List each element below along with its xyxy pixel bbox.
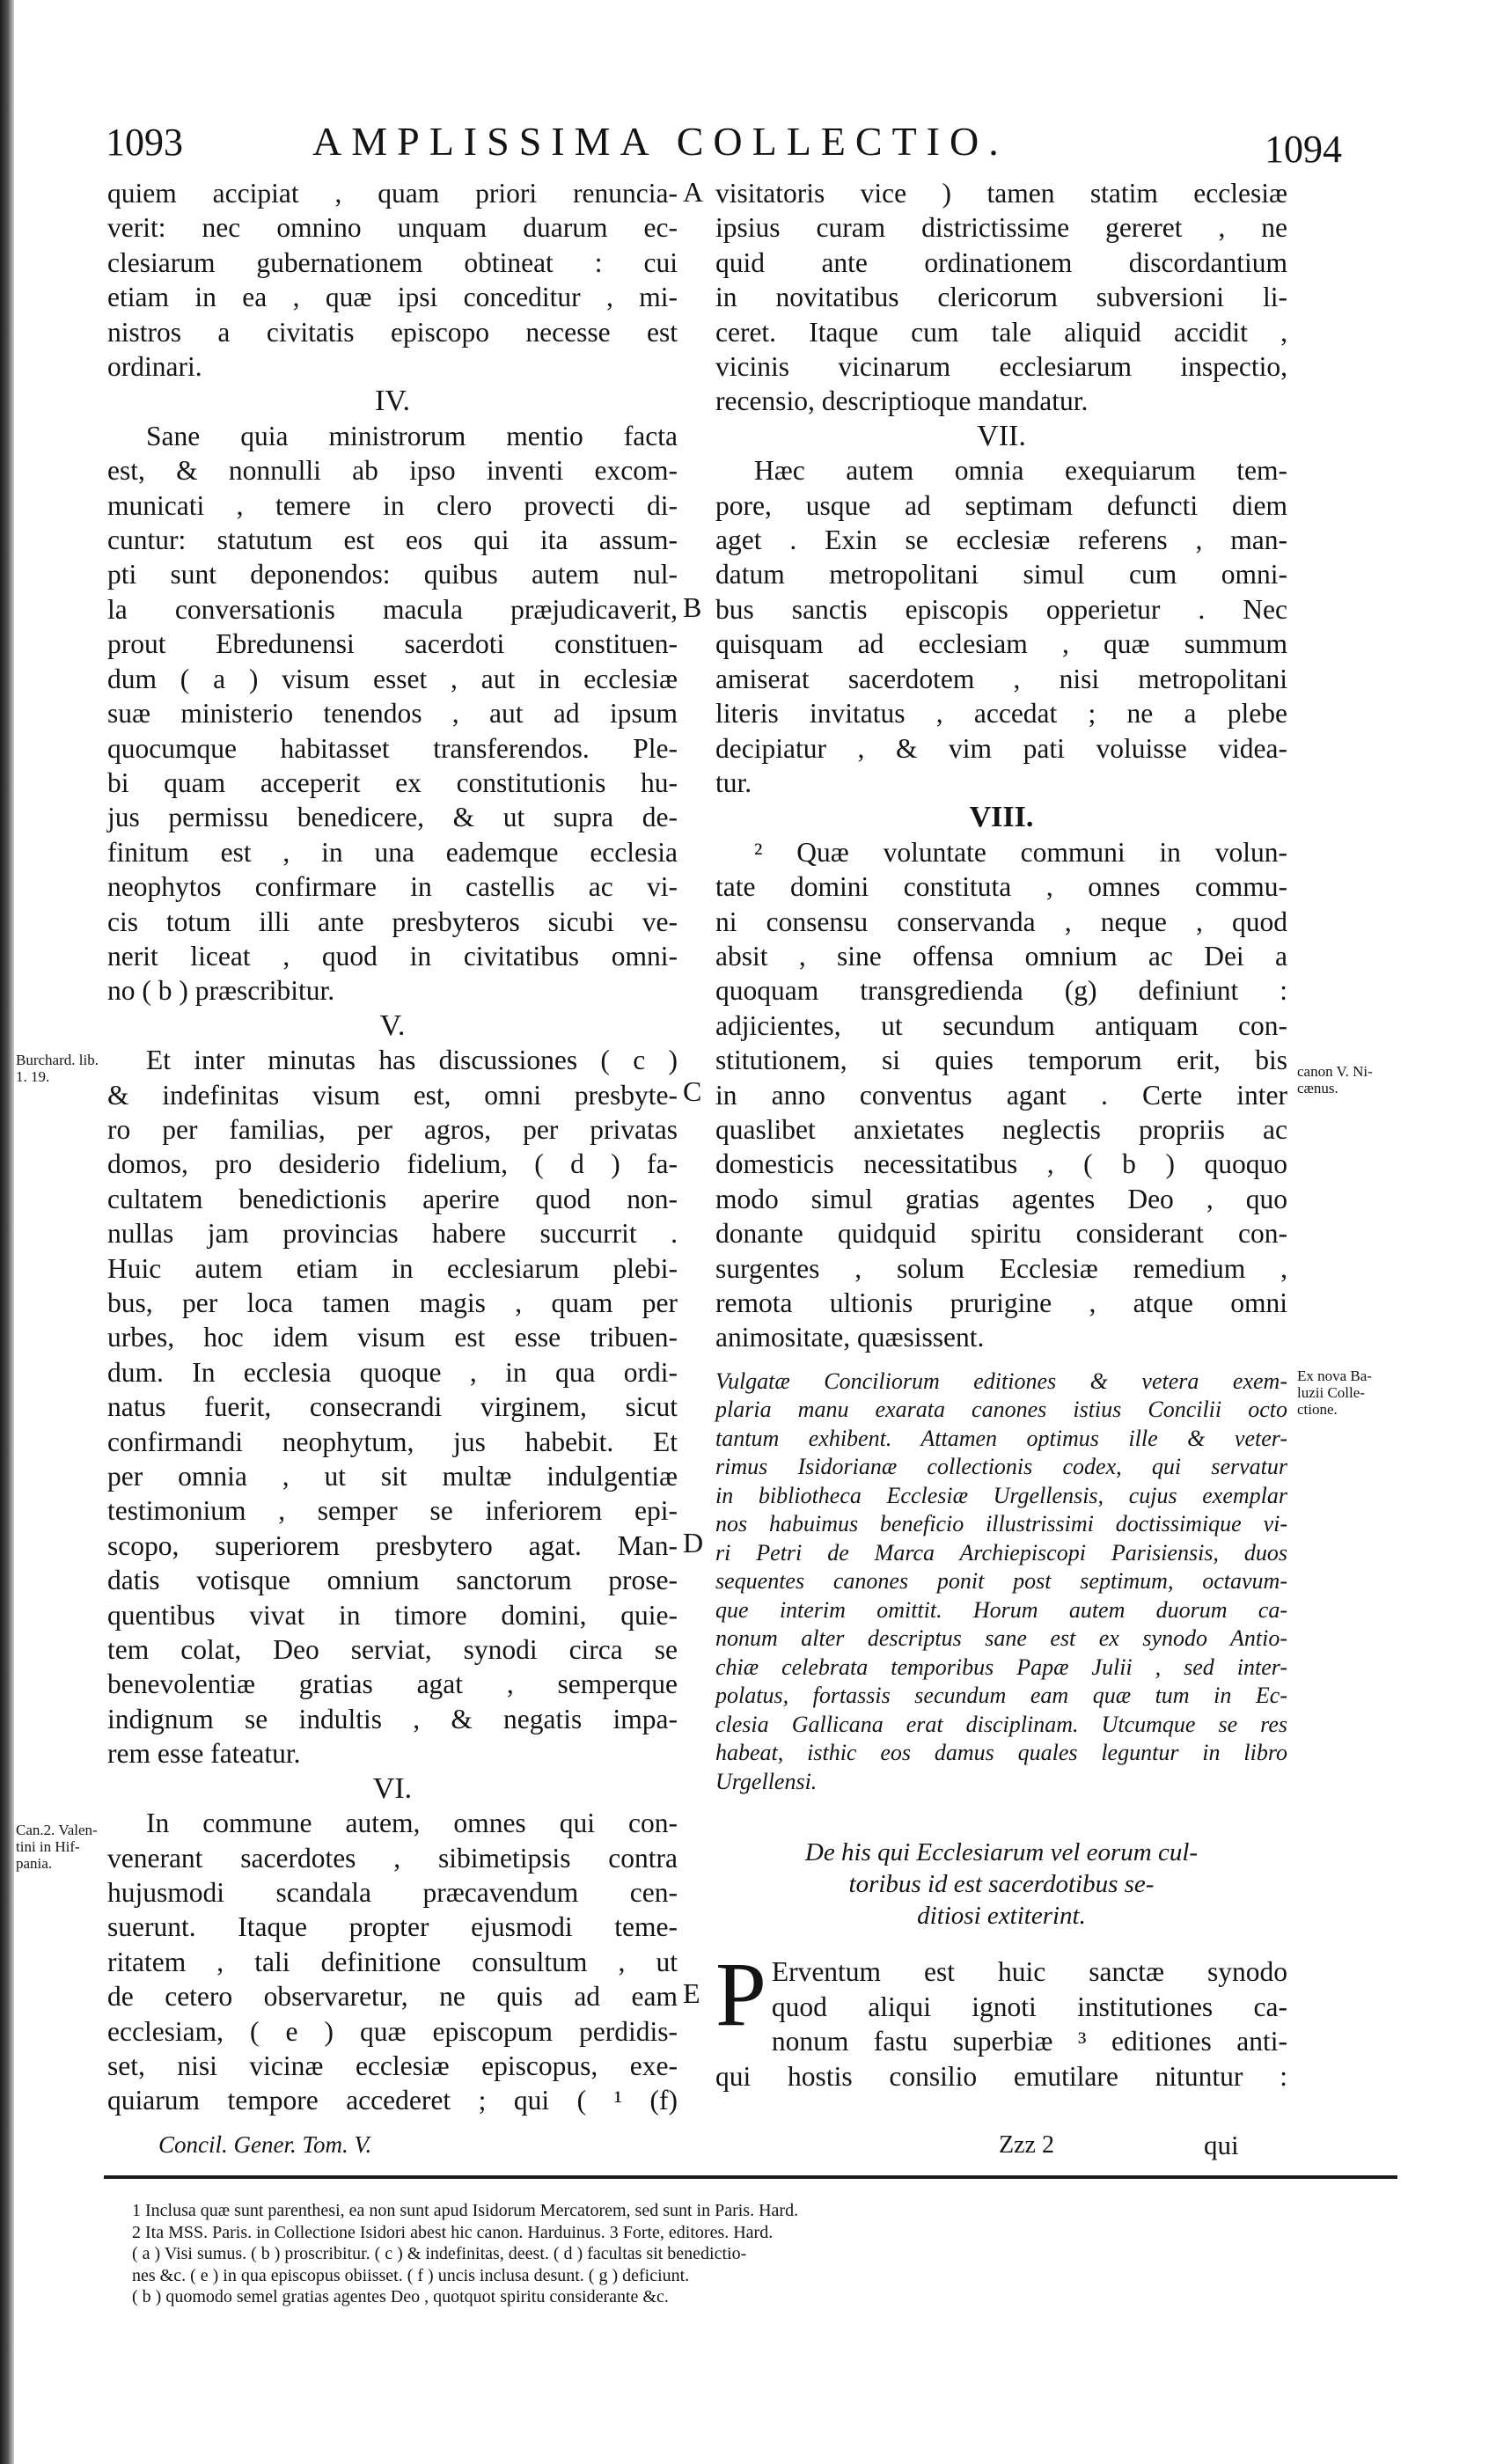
note-line: nos habuimus beneficio illustrissimi doctissimique vi- bbox=[715, 1511, 1287, 1537]
text-line: Et inter minutas has discussiones ( c ) bbox=[146, 1045, 678, 1076]
text-line: ecclesiam, ( e ) quæ episcopum perdidis- bbox=[107, 2015, 678, 2047]
margin-note-ex-nova: Ex nova Ba- luzii Colle- ctione. bbox=[1297, 1368, 1372, 1418]
note-line: in bibliotheca Ecclesiæ Urgellensis, cujus exemplar bbox=[715, 1482, 1287, 1508]
margin-letter-b: B bbox=[683, 591, 702, 623]
text-line: quiem accipiat , quam priori renuncia- bbox=[107, 178, 678, 209]
margin-note-burchard: Burchard. lib. 1. 19. bbox=[16, 1052, 99, 1085]
text-line: ipsius curam districtissime gereret , ne bbox=[715, 212, 1287, 244]
note-line: habeat, isthic eos damus quales leguntur in libro bbox=[715, 1740, 1287, 1766]
text-line: remota ultionis prurigine , atque omni bbox=[715, 1287, 1287, 1318]
text-line: natus fuerit, consecrandi virginem, sicut bbox=[107, 1391, 678, 1423]
right-text-column bbox=[715, 176, 1287, 2094]
text-line: in anno conventus agant . Certe inter bbox=[715, 1079, 1287, 1111]
footnote-line: ( a ) Visi sumus. ( b ) proscribitur. ( c ) & indefinitas, deest. ( d ) facultas sit benedictio- bbox=[132, 2244, 747, 2263]
margin-letter-e: E bbox=[683, 1977, 700, 2009]
text-line: surgentes , solum Ecclesiæ remedium , bbox=[715, 1252, 1287, 1284]
text-line: nerit liceat , quod in civitatibus omni- bbox=[107, 940, 678, 972]
text-line: neophytos confirmare in castellis ac vi- bbox=[107, 871, 678, 903]
note-line: sequentes canones ponit post septimum, octavum- bbox=[715, 1568, 1287, 1595]
text-line: ritatem , tali definitione consultum , ut bbox=[107, 1946, 678, 1977]
text-line: aget . Exin se ecclesiæ referens , man- bbox=[715, 524, 1287, 556]
text-line: pore, usque ad septimam defuncti diem bbox=[715, 489, 1287, 521]
footnote-line: ( b ) quomodo semel gratias agentes Deo , quotquot spiritu considerante &c. bbox=[132, 2287, 669, 2306]
text-line: ordinari. bbox=[107, 351, 202, 383]
text-line: donante quidquid spiritu considerant con- bbox=[715, 1218, 1287, 1250]
text-line: urbes, hoc idem visum est esse tribuen- bbox=[107, 1322, 678, 1353]
note-line: nonum alter descriptus sane est ex synodo Antio- bbox=[715, 1625, 1287, 1652]
text-line: recensio, descriptioque mandatur. bbox=[715, 385, 1089, 417]
note-line: que interim omittit. Horum autem duorum ca- bbox=[715, 1596, 1287, 1623]
text-line: domos, pro desiderio fidelium, ( d ) fa- bbox=[107, 1148, 678, 1180]
text-line: quentibus vivat in timore domini, quie- bbox=[107, 1599, 678, 1631]
text-line: in novitatibus clericorum subversioni li- bbox=[715, 282, 1287, 313]
section-title bbox=[715, 1837, 1287, 1932]
text-line: prout Ebredunensi sacerdoti constituen- bbox=[107, 628, 678, 660]
text-line: decipiatur , & vim pati voluisse videa- bbox=[715, 732, 1287, 764]
text-line: absit , sine offensa omnium ac Dei a bbox=[715, 940, 1287, 972]
text-line: adjicientes, ut secundum antiquam con- bbox=[715, 1009, 1287, 1041]
note-line: chiæ celebrata temporibus Papæ Julii , sed inter- bbox=[715, 1654, 1287, 1680]
text-line: dum. In ecclesia quoque , in qua ordi- bbox=[107, 1356, 678, 1388]
text-line: set, nisi vicinæ ecclesiæ episcopus, exe- bbox=[107, 2050, 678, 2081]
text-line: ² Quæ voluntate communi in volun- bbox=[754, 836, 1287, 868]
text-line: testimonium , semper se inferiorem epi- bbox=[107, 1495, 678, 1527]
margin-letter-a: A bbox=[683, 176, 704, 208]
note-line: polatus, fortassis secundum eam quæ tum in Ec- bbox=[715, 1683, 1287, 1709]
note-line: rimus Isidorianæ collectionis codex, qui servatur bbox=[715, 1454, 1287, 1480]
text-line: literis invitatus , accedat ; ne a plebe bbox=[715, 698, 1287, 730]
text-line: ceret. Itaque cum tale aliquid accidit , bbox=[715, 316, 1287, 348]
text-line: etiam in ea , quæ ipsi conceditur , mi- bbox=[107, 282, 678, 313]
text-line: suerunt. Itaque propter ejusmodi teme- bbox=[107, 1911, 678, 1943]
note-line: clesia Gallicana erat disciplinam. Utcumque se res bbox=[715, 1711, 1287, 1737]
text-line: confirmandi neophytum, jus habebit. Et bbox=[107, 1426, 678, 1457]
footnote-rule bbox=[104, 2175, 1397, 2179]
text-line: venerant sacerdotes , sibimetipsis contra bbox=[107, 1842, 678, 1874]
editorial-note bbox=[715, 1368, 1287, 1797]
running-title: AMPLISSIMA COLLECTIO. bbox=[312, 119, 1008, 164]
text-line: finitum est , in una eademque ecclesia bbox=[107, 836, 678, 868]
text-line: quisquam ad ecclesiam , quæ summum bbox=[715, 628, 1287, 660]
text-line: est, & nonnulli ab ipso inventi excom- bbox=[107, 455, 678, 487]
text-line: cuntur: statutum est eos qui ita assum- bbox=[107, 524, 678, 556]
footnote-line: nes &c. ( e ) in qua episcopus obiisset. ( f ) uncis inclusa desunt. ( g ) deficiunt. bbox=[132, 2265, 690, 2285]
footnotes bbox=[132, 2200, 1267, 2308]
text-line: nullas jam provincias habere succurrit . bbox=[107, 1218, 678, 1250]
text-line: In commune autem, omnes qui con- bbox=[146, 1808, 678, 1839]
text-line: datum metropolitani simul cum omni- bbox=[715, 559, 1287, 590]
text-line: tur. bbox=[715, 766, 752, 798]
text-line: scopo, superiorem presbytero agat. Man- bbox=[107, 1529, 678, 1561]
title-line: toribus id est sacerdotibus se- bbox=[848, 1870, 1155, 1899]
left-text-column bbox=[107, 176, 678, 2118]
text-line: tate domini constituta , omnes commu- bbox=[715, 871, 1287, 903]
text-line: municati , temere in clero provecti di- bbox=[107, 489, 678, 521]
footnote-line: 1 Inclusa quæ sunt parenthesi, ea non sunt apud Isidorum Mercatorem, sed sunt in Paris. Hard. bbox=[132, 2201, 799, 2220]
right-page-number: 1094 bbox=[1265, 128, 1342, 171]
text-line: nonum fastu superbiæ ³ editiones anti- bbox=[771, 2026, 1287, 2057]
text-line: tem colat, Deo serviat, synodi circa se bbox=[107, 1634, 678, 1666]
text-line: ro per familias, per agros, per privatas bbox=[107, 1113, 678, 1145]
final-paragraph bbox=[715, 1944, 1287, 2094]
title-line: De his qui Ecclesiarum vel eorum cul- bbox=[804, 1838, 1199, 1867]
text-line: benevolentiæ gratias agat , semperque bbox=[107, 1668, 678, 1700]
margin-letter-d: D bbox=[683, 1527, 704, 1558]
margin-note-canon-niceni: canon V. Ni- cænus. bbox=[1297, 1063, 1373, 1096]
footnote-line: 2 Ita MSS. Paris. in Collectione Isidori abest hic canon. Harduinus. 3 Forte, editores. Hard. bbox=[132, 2222, 774, 2242]
text-line: verit: nec omnino unquam duarum ec- bbox=[107, 212, 678, 244]
text-line: ni consensu conservanda , neque , quod bbox=[715, 906, 1287, 937]
drop-capital: P bbox=[715, 1944, 766, 2046]
canon-number: VIII. bbox=[969, 801, 1034, 834]
text-line: clesiarum gubernationem obtineat : cui bbox=[107, 246, 678, 278]
text-line: quod aliqui ignoti institutiones ca- bbox=[771, 1991, 1287, 2022]
text-line: domesticis necessitatibus , ( b ) quoquo bbox=[715, 1148, 1287, 1180]
note-line: ri Petri de Marca Archiepiscopi Parisiensis, duos bbox=[715, 1539, 1287, 1566]
margin-letter-c: C bbox=[683, 1075, 702, 1107]
text-line: no ( b ) præscribitur. bbox=[107, 975, 335, 1007]
text-line: cultatem benedictionis aperire quod non- bbox=[107, 1183, 678, 1214]
text-line: bus, per loca tamen magis , quam per bbox=[107, 1287, 678, 1318]
text-line: animositate, quæsissent. bbox=[715, 1322, 985, 1353]
text-line: visitatoris vice ) tamen statim ecclesiæ bbox=[715, 178, 1287, 209]
text-line: de cetero observaretur, ne quis ad eam bbox=[107, 1981, 678, 2013]
text-line: nistros a civitatis episcopo necesse est bbox=[107, 316, 678, 348]
catchword: qui bbox=[1204, 2130, 1239, 2160]
canon-number: VII. bbox=[977, 419, 1026, 452]
text-line: quoquam transgredienda (g) definiunt : bbox=[715, 975, 1287, 1007]
canon-number: VI. bbox=[372, 1771, 413, 1805]
canon-number: V. bbox=[379, 1008, 406, 1042]
signature-label: Concil. Gener. Tom. V. bbox=[158, 2131, 372, 2158]
text-line: indignum se indultis , & negatis impa- bbox=[107, 1703, 678, 1734]
canon-number: IV. bbox=[375, 385, 410, 418]
text-line: cis totum illi ante presbyteros sicubi ve- bbox=[107, 906, 678, 937]
text-line: vicinis vicinarum ecclesiarum inspectio, bbox=[715, 351, 1287, 383]
text-line: Hæc autem omnia exequiarum tem- bbox=[754, 455, 1287, 487]
text-line: bi quam acceperit ex constitutionis hu- bbox=[107, 766, 678, 798]
right-canons bbox=[715, 176, 1287, 1355]
title-line: ditiosi extiterint. bbox=[917, 1902, 1086, 1931]
text-line: bus sanctis episcopis opperietur . Nec bbox=[715, 593, 1287, 625]
text-line: suæ ministerio tenendos , aut ad ipsum bbox=[107, 698, 678, 730]
text-line: amiserat sacerdotem , nisi metropolitani bbox=[715, 663, 1287, 694]
text-line: quocumque habitasset transferendos. Ple- bbox=[107, 732, 678, 764]
note-line: Urgellensi. bbox=[715, 1768, 818, 1794]
left-page-number: 1093 bbox=[106, 121, 183, 164]
text-line: Huic autem etiam in ecclesiarum plebi- bbox=[107, 1252, 678, 1284]
text-line: dum ( a ) visum esset , aut in ecclesiæ bbox=[107, 663, 678, 694]
text-line: datis votisque omnium sanctorum prose- bbox=[107, 1565, 678, 1596]
text-line: hujusmodi scandala præcavendum cen- bbox=[107, 1876, 678, 1908]
text-line: Erventum est huic sanctæ synodo bbox=[771, 1956, 1287, 1988]
signature-mark: Zzz 2 bbox=[999, 2131, 1054, 2159]
text-line: modo simul gratias agentes Deo , quo bbox=[715, 1183, 1287, 1214]
margin-note-valentini: Can.2. Valen- tini in Hif- pania. bbox=[16, 1822, 98, 1872]
text-line: & indefinitas visum est, omni presbyte- bbox=[107, 1079, 678, 1111]
text-line: qui hostis consilio emutilare nituntur : bbox=[715, 2060, 1287, 2092]
text-line: stitutionem, si quies temporum erit, bis bbox=[715, 1045, 1287, 1076]
text-line: quiarum tempore accederet ; qui ( ¹ (f) bbox=[107, 2085, 678, 2116]
text-line: Sane quia ministrorum mentio facta bbox=[146, 420, 678, 451]
text-line: pti sunt deponendos: quibus autem nul- bbox=[107, 559, 678, 590]
text-line: la conversationis macula præjudicaverit, bbox=[107, 593, 678, 625]
note-line: Vulgatæ Conciliorum editiones & vetera exem- bbox=[715, 1368, 1287, 1394]
text-line: quaslibet anxietates neglectis propriis ac bbox=[715, 1113, 1287, 1145]
text-line: quid ante ordinationem discordantium bbox=[715, 246, 1287, 278]
text-line: per omnia , ut sit multæ indulgentiæ bbox=[107, 1461, 678, 1492]
text-line: jus permissu benedicere, & ut supra de- bbox=[107, 802, 678, 833]
text-line: rem esse fateatur. bbox=[107, 1738, 301, 1770]
note-line: tantum exhibent. Attamen optimus ille & veter- bbox=[715, 1425, 1287, 1451]
note-line: plaria manu exarata canones istius Concilii octo bbox=[715, 1397, 1287, 1423]
